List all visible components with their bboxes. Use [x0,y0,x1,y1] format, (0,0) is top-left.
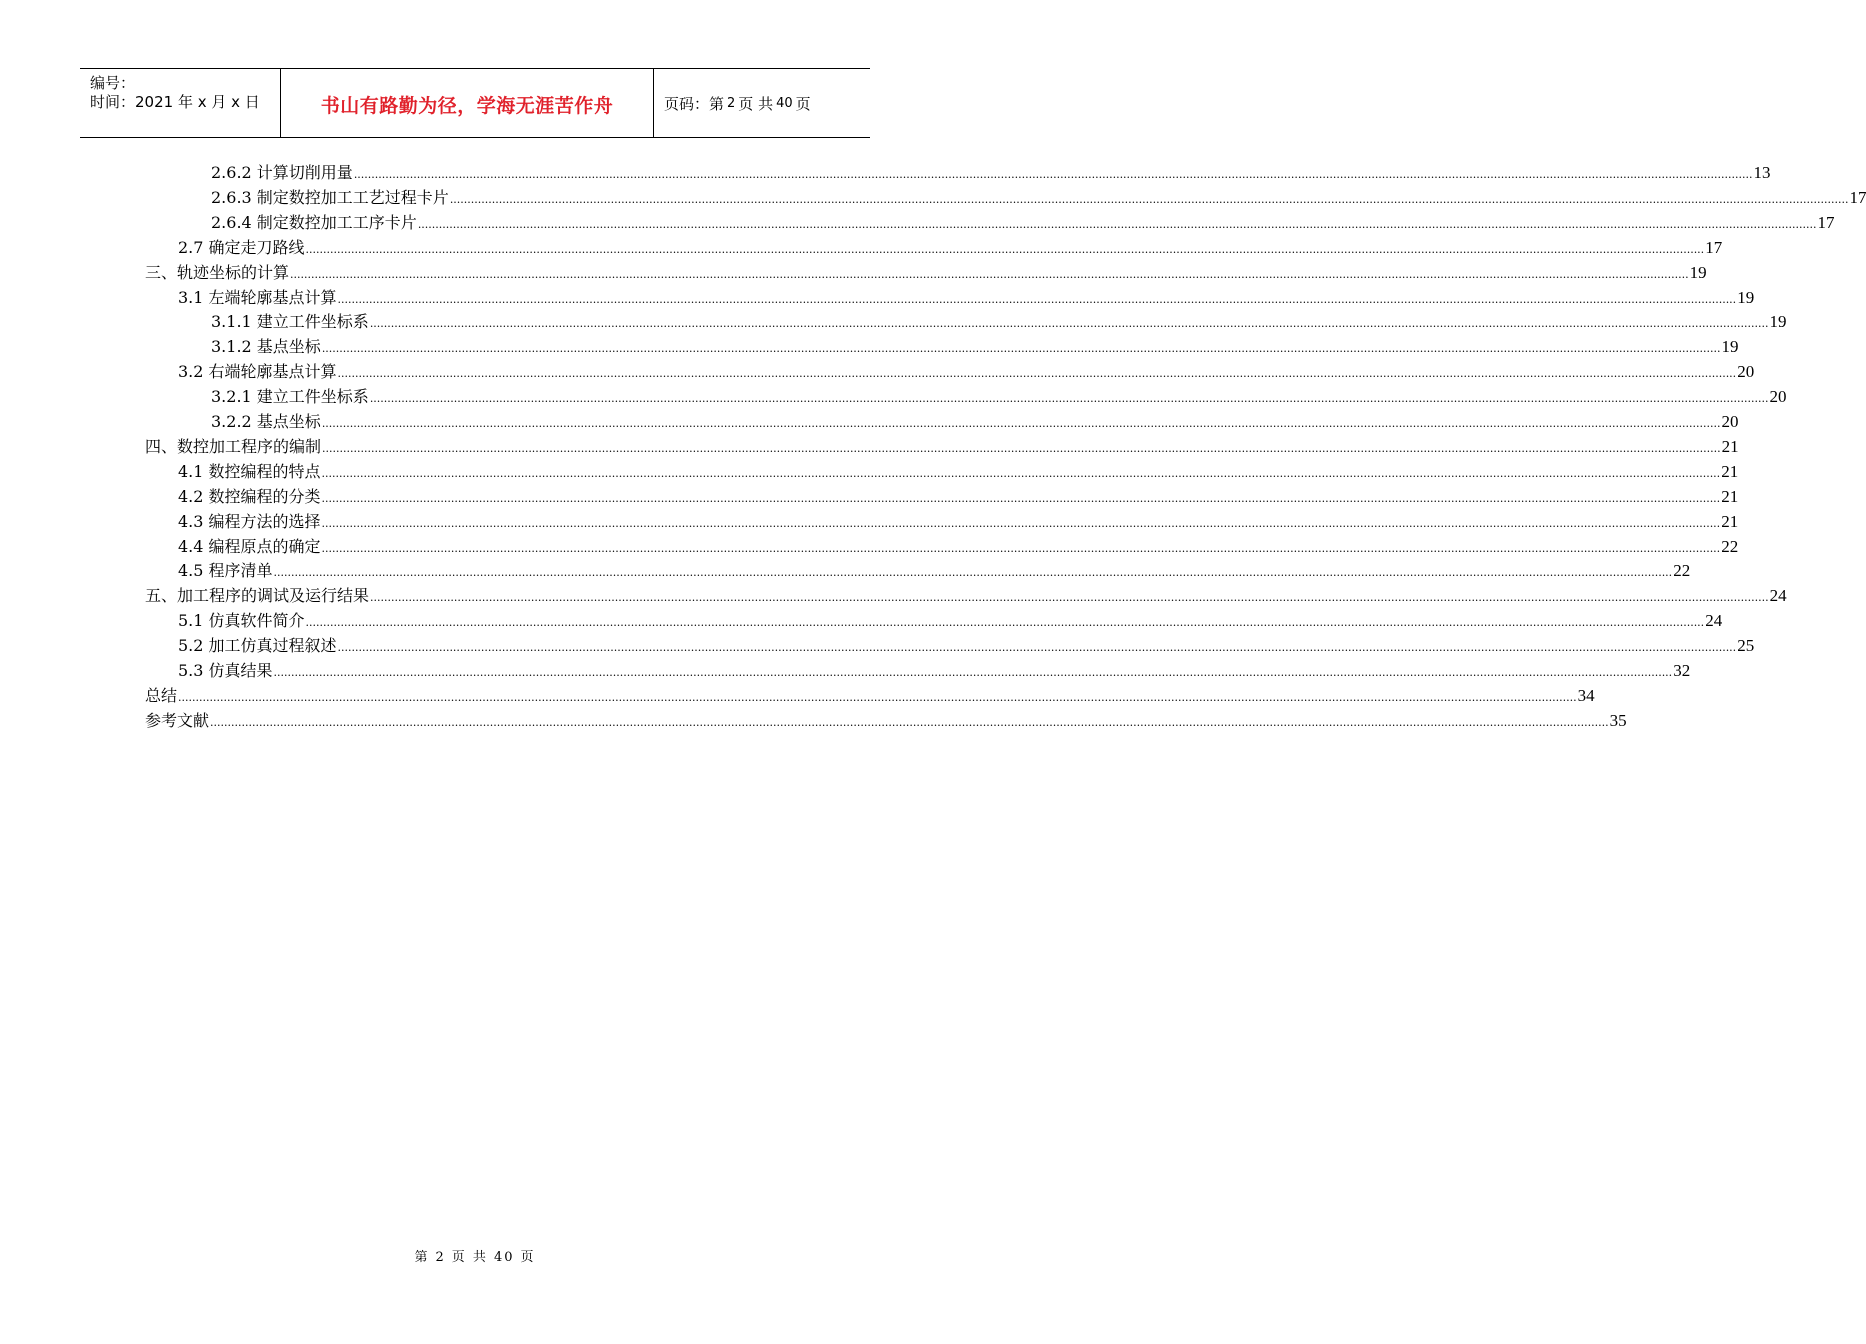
toc-entry-page: 20 [1769,387,1787,406]
toc-entry-page: 21 [1721,437,1739,456]
page-end: 页 [795,94,811,113]
toc-leader-dots: ................................................................................................................................................................................................................................................................................................................................................................................................................ [369,317,1769,330]
toc-entry-title: 三、轨迹坐标的计算 [145,263,290,282]
toc-leader-dots: ................................................................................................................................................................................................................................................................................................................................................................................................................ [273,566,1673,579]
toc-leader-dots: ................................................................................................................................................................................................................................................................................................................................................................................................................ [337,293,1737,306]
footer-total: 40 [493,1250,515,1265]
toc-entry-page: 24 [1705,611,1723,630]
toc-entry-title: 2.6.2 计算切削用量 [211,163,353,182]
toc-entry-title: 4.1 数控编程的特点 [178,462,321,481]
document-number-label: 编号： [90,74,136,92]
toc-entry-page: 19 [1769,312,1787,331]
toc-entry-page: 20 [1721,412,1739,431]
toc-entry-title: 4.4 编程原点的确定 [178,537,321,556]
toc-entry[interactable] [145,259,1707,283]
toc-entry[interactable] [211,184,1866,208]
toc-entry-page: 21 [1721,512,1739,531]
toc-entry[interactable] [211,209,1835,233]
page-label: 页码：第 [664,94,725,113]
header-motto: 书山有路勤为径，学海无涯苦作舟 [320,94,614,117]
toc-entry-page: 17 [1849,188,1866,207]
time-label: 时间： [90,93,136,111]
toc-entry[interactable] [178,533,1739,557]
toc-leader-dots: ................................................................................................................................................................................................................................................................................................................................................................................................................ [210,716,1609,729]
toc-leader-dots: ................................................................................................................................................................................................................................................................................................................................................................................................................ [321,492,1721,505]
toc-entry[interactable] [145,707,1627,731]
toc-entry-title: 五、加工程序的调试及运行结果 [145,586,370,605]
toc-entry-page: 25 [1737,636,1755,655]
toc-entry-title: 3.2 右端轮廓基点计算 [178,362,337,381]
toc-entry-page: 21 [1721,462,1739,481]
toc-entry-title: 4.3 编程方法的选择 [178,512,321,531]
toc-entry[interactable] [211,308,1787,332]
toc-entry-title: 5.3 仿真结果 [178,661,273,680]
toc-leader-dots: ................................................................................................................................................................................................................................................................................................................................................................................................................ [321,342,1721,355]
toc-leader-dots: ................................................................................................................................................................................................................................................................................................................................................................................................................ [321,417,1721,430]
header-motto-cell [281,69,654,137]
toc-entry[interactable] [145,682,1595,706]
toc-entry[interactable] [178,483,1739,507]
document-time [90,91,260,112]
toc-leader-dots: ................................................................................................................................................................................................................................................................................................................................................................................................................ [449,193,1849,206]
toc-leader-dots: ................................................................................................................................................................................................................................................................................................................................................................................................................ [305,616,1705,629]
toc-entry-page: 22 [1673,561,1691,580]
toc-entry[interactable] [211,333,1739,357]
toc-entry[interactable] [178,458,1739,482]
toc-entry-title: 3.1.1 建立工件坐标系 [211,312,369,331]
toc-entry[interactable] [211,408,1739,432]
toc-entry-title: 3.2.1 建立工件坐标系 [211,387,369,406]
footer-current: 2 [435,1250,446,1265]
toc-entry[interactable] [211,159,1771,183]
footer-suffix: 页 [520,1250,536,1265]
toc-entry-page: 19 [1689,263,1707,282]
toc-entry[interactable] [178,508,1739,532]
time-value: 2021 年 x 月 x 日 [135,93,260,111]
toc-entry-page: 19 [1721,337,1739,356]
footer-prefix: 第 [414,1250,430,1265]
header-page-cell [654,69,870,137]
toc-entry-page: 19 [1737,288,1755,307]
toc-leader-dots: ................................................................................................................................................................................................................................................................................................................................................................................................................ [370,591,1769,604]
toc-entry-title: 2.6.3 制定数控加工工艺过程卡片 [211,188,449,207]
toc-leader-dots: ................................................................................................................................................................................................................................................................................................................................................................................................................ [337,641,1737,654]
toc-leader-dots: ................................................................................................................................................................................................................................................................................................................................................................................................................ [369,392,1769,405]
toc-entry-page: 34 [1577,686,1595,705]
toc-entry-page: 24 [1769,586,1787,605]
toc-leader-dots: ................................................................................................................................................................................................................................................................................................................................................................................................................ [273,666,1673,679]
toc-leader-dots: ................................................................................................................................................................................................................................................................................................................................................................................................................ [305,243,1705,256]
toc-entry[interactable] [178,358,1755,382]
toc-entry-title: 3.1.2 基点坐标 [211,337,321,356]
toc-leader-dots: ................................................................................................................................................................................................................................................................................................................................................................................................................ [290,268,1689,281]
page-current: 2 [727,95,736,111]
toc-entry[interactable] [178,234,1723,258]
toc-entry-title: 参考文献 [145,711,210,730]
toc-entry-page: 22 [1721,537,1739,556]
toc-entry-page: 35 [1609,711,1627,730]
page-total: 40 [776,95,793,111]
toc-entry[interactable] [178,657,1691,681]
toc-leader-dots: ................................................................................................................................................................................................................................................................................................................................................................................................................ [322,442,1721,455]
toc-entry[interactable] [145,433,1739,457]
toc-entry-title: 3.1 左端轮廓基点计算 [178,288,337,307]
toc-entry-title: 四、数控加工程序的编制 [145,437,322,456]
toc-entry-page: 17 [1817,213,1835,232]
toc-leader-dots: ................................................................................................................................................................................................................................................................................................................................................................................................................ [417,218,1817,231]
page-footer [0,1246,950,1265]
toc-entry-title: 总结 [145,686,178,705]
toc-entry-title: 5.1 仿真软件简介 [178,611,305,630]
header-info-cell [80,69,281,137]
page-mid: 页 共 [738,94,774,113]
toc-entry[interactable] [178,607,1723,631]
toc-entry-page: 21 [1721,487,1739,506]
toc-entry[interactable] [178,284,1755,308]
toc-entry[interactable] [145,582,1787,606]
toc-leader-dots: ................................................................................................................................................................................................................................................................................................................................................................................................................ [321,467,1721,480]
toc-leader-dots: ................................................................................................................................................................................................................................................................................................................................................................................................................ [321,517,1721,530]
page-header [80,68,870,138]
toc-entry-title: 5.2 加工仿真过程叙述 [178,636,337,655]
toc-entry-title: 2.7 确定走刀路线 [178,238,305,257]
toc-entry-title: 2.6.4 制定数控加工工序卡片 [211,213,417,232]
toc-entry-title: 4.5 程序清单 [178,561,273,580]
toc-entry[interactable] [211,383,1787,407]
toc-entry[interactable] [178,632,1755,656]
toc-entry-page: 13 [1753,163,1771,182]
toc-leader-dots: ................................................................................................................................................................................................................................................................................................................................................................................................................ [337,367,1737,380]
toc-entry-title: 3.2.2 基点坐标 [211,412,321,431]
toc-leader-dots: ................................................................................................................................................................................................................................................................................................................................................................................................................ [178,691,1577,704]
toc-entry-page: 20 [1737,362,1755,381]
toc-entry-title: 4.2 数控编程的分类 [178,487,321,506]
footer-mid: 页 共 [451,1250,488,1265]
toc-leader-dots: ................................................................................................................................................................................................................................................................................................................................................................................................................ [353,168,1753,181]
toc-entry[interactable] [178,557,1691,581]
toc-leader-dots: ................................................................................................................................................................................................................................................................................................................................................................................................................ [321,542,1721,555]
toc-entry-page: 17 [1705,238,1723,257]
toc-entry-page: 32 [1673,661,1691,680]
